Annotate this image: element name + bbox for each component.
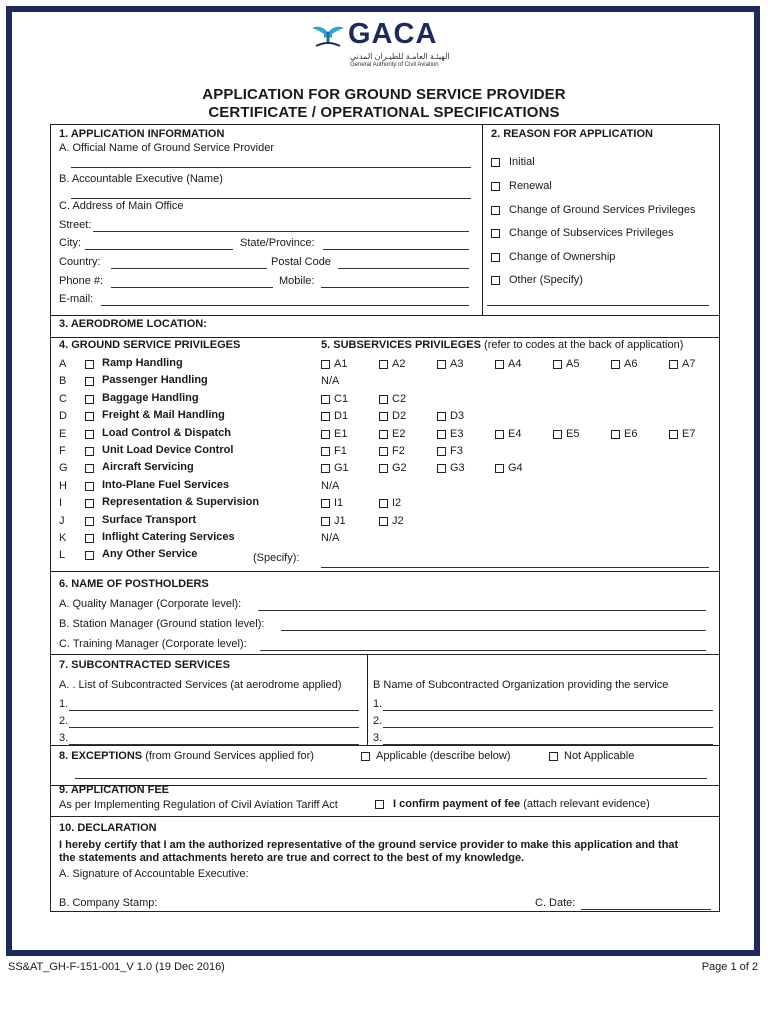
- section8-heading: 8. EXCEPTIONS: [59, 750, 143, 762]
- state-field[interactable]: [323, 249, 469, 250]
- footer-page-number: Page 1 of 2: [701, 961, 758, 973]
- station-manager-label: B. Station Manager (Ground station level):: [59, 618, 265, 630]
- state-label: State/Province:: [240, 237, 315, 249]
- subservice-checkbox[interactable]: [379, 412, 388, 421]
- divider: [367, 654, 368, 745]
- privilege-label: Passenger Handling: [102, 374, 208, 386]
- subservice-code: A5: [566, 358, 580, 370]
- email-field[interactable]: [101, 305, 469, 306]
- subcontract-b3-field[interactable]: [383, 744, 713, 745]
- subcontract-a1: 1.: [59, 698, 69, 710]
- exceptions-not-applicable-label: Not Applicable: [564, 750, 635, 762]
- subservice-checkbox[interactable]: [437, 360, 446, 369]
- subservice-code: C2: [392, 393, 407, 405]
- street-field[interactable]: [93, 231, 469, 232]
- subservice-checkbox[interactable]: [553, 430, 562, 439]
- subservice-code: D1: [334, 410, 349, 422]
- privilege-letter: H: [59, 480, 67, 492]
- subservice-checkbox[interactable]: [321, 395, 330, 404]
- divider: [51, 337, 719, 338]
- subservice-na: N/A: [321, 480, 340, 492]
- divider: [51, 816, 719, 817]
- subservice-code: E2: [392, 428, 406, 440]
- subservice-code: A2: [392, 358, 406, 370]
- subservice-checkbox[interactable]: [495, 430, 504, 439]
- privilege-letter: E: [59, 428, 67, 440]
- signature-label: A. Signature of Accountable Executive:: [59, 868, 249, 880]
- subcontract-b1-field[interactable]: [383, 710, 713, 711]
- exceptions-field[interactable]: [75, 778, 707, 779]
- privilege-label: Load Control & Dispatch: [102, 427, 231, 439]
- privilege-letter: B: [59, 375, 67, 387]
- training-manager-field[interactable]: [260, 650, 706, 651]
- postal-field[interactable]: [338, 268, 469, 269]
- country-label: Country:: [59, 256, 101, 268]
- gaca-logo: [306, 18, 464, 74]
- subservice-code: C1: [334, 393, 349, 405]
- section4-heading: 4. GROUND SERVICE PRIVILEGES: [59, 339, 241, 351]
- official-name-label: A. Official Name of Ground Service Provider: [59, 142, 274, 154]
- subcontract-a2-field[interactable]: [69, 727, 359, 728]
- subservice-code: E3: [450, 428, 464, 440]
- any-other-specify-field[interactable]: [321, 567, 709, 568]
- subservice-checkbox[interactable]: [437, 430, 446, 439]
- confirm-fee-checkbox[interactable]: [375, 800, 384, 809]
- subservice-code: I2: [392, 497, 402, 509]
- section5-note: (refer to codes at the back of application): [484, 339, 684, 351]
- subservice-checkbox[interactable]: [611, 430, 620, 439]
- privilege-letter: K: [59, 532, 67, 544]
- subcontract-b1: 1.: [373, 698, 383, 710]
- section8-note: (from Ground Services applied for): [145, 750, 314, 762]
- subservice-checkbox[interactable]: [495, 360, 504, 369]
- privilege-label: Aircraft Servicing: [102, 461, 194, 473]
- subservice-checkbox[interactable]: [437, 464, 446, 473]
- section5-title: 5. SUBSERVICES PRIVILEGES: [321, 339, 481, 351]
- reason-change-sub-checkbox[interactable]: [491, 229, 500, 238]
- reason-other-label: Other (Specify): [509, 274, 583, 286]
- subservice-code: F2: [392, 445, 405, 457]
- subcontract-org-label: B Name of Subcontracted Organization providing the service: [373, 679, 669, 691]
- confirm-fee-note: (attach relevant evidence): [523, 798, 650, 810]
- privilege-label: Freight & Mail Handling: [102, 409, 225, 421]
- subcontract-a1-field[interactable]: [69, 710, 359, 711]
- subservice-checkbox[interactable]: [321, 412, 330, 421]
- subservice-na: N/A: [321, 375, 340, 387]
- email-label: E-mail:: [59, 293, 94, 305]
- subcontract-b2: 2.: [373, 715, 383, 727]
- subservice-checkbox[interactable]: [379, 447, 388, 456]
- subservice-na: N/A: [321, 532, 340, 544]
- subcontract-a2: 2.: [59, 715, 69, 727]
- section9-heading: 9. APPLICATION FEE: [59, 784, 170, 796]
- reason-ownership-checkbox[interactable]: [491, 253, 500, 262]
- privilege-checkbox[interactable]: [85, 447, 94, 456]
- reason-change-sub-label: Change of Subservices Privileges: [509, 227, 674, 239]
- section6-heading: 6. NAME OF POSTHOLDERS: [59, 578, 209, 590]
- date-label: C. Date:: [535, 897, 576, 909]
- city-label: City:: [59, 237, 81, 249]
- date-field[interactable]: [581, 909, 711, 910]
- subservice-code: E4: [508, 428, 522, 440]
- reason-other-checkbox[interactable]: [491, 276, 500, 285]
- reason-renewal-label: Renewal: [509, 180, 552, 192]
- privilege-letter: A: [59, 358, 67, 370]
- subservice-checkbox[interactable]: [379, 499, 388, 508]
- subservice-checkbox[interactable]: [611, 360, 620, 369]
- subservice-checkbox[interactable]: [437, 412, 446, 421]
- privilege-letter: J: [59, 515, 65, 527]
- logo-english: General Authority of Civil Aviation: [350, 62, 439, 68]
- subservice-checkbox[interactable]: [669, 360, 678, 369]
- privilege-label: Any Other Service: [102, 548, 198, 560]
- fee-text: As per Implementing Regulation of Civil Aviation Tariff Act: [59, 799, 338, 811]
- phone-field[interactable]: [111, 287, 273, 288]
- privilege-letter: I: [59, 497, 63, 509]
- subservice-code: A1: [334, 358, 348, 370]
- section10-heading: 10. DECLARATION: [59, 822, 157, 834]
- privilege-checkbox[interactable]: [85, 517, 94, 526]
- subservice-code: F3: [450, 445, 463, 457]
- application-form: [50, 124, 720, 912]
- subservice-code: J1: [334, 515, 346, 527]
- exceptions-applicable-checkbox[interactable]: [361, 752, 370, 761]
- subservice-checkbox[interactable]: [379, 360, 388, 369]
- mobile-label: Mobile:: [279, 275, 315, 287]
- quality-manager-label: A. Quality Manager (Corporate level):: [59, 598, 242, 610]
- reason-ownership-label: Change of Ownership: [509, 251, 616, 263]
- subservice-code: F1: [334, 445, 347, 457]
- section1-heading: 1. APPLICATION INFORMATION: [59, 128, 225, 140]
- privilege-letter: C: [59, 393, 67, 405]
- divider: [51, 745, 719, 746]
- subcontract-a3-field[interactable]: [69, 744, 359, 745]
- privilege-label: Representation & Supervision: [102, 496, 260, 508]
- subservice-checkbox[interactable]: [321, 517, 330, 526]
- subservice-code: E7: [682, 428, 696, 440]
- subservice-code: D3: [450, 410, 465, 422]
- subcontract-b3: 3.: [373, 732, 383, 744]
- reason-initial-checkbox[interactable]: [491, 158, 500, 167]
- company-stamp-label: B. Company Stamp:: [59, 897, 158, 909]
- privilege-checkbox[interactable]: [85, 499, 94, 508]
- reason-other-field[interactable]: [487, 305, 709, 306]
- reason-change-ground-label: Change of Ground Services Privileges: [509, 204, 696, 216]
- subservice-code: G4: [508, 462, 523, 474]
- privilege-checkbox[interactable]: [85, 464, 94, 473]
- reason-change-ground-checkbox[interactable]: [491, 206, 500, 215]
- subservice-checkbox[interactable]: [321, 499, 330, 508]
- confirm-fee-label: I confirm payment of fee: [393, 798, 521, 810]
- section5-heading: [321, 339, 683, 352]
- privilege-checkbox[interactable]: [85, 430, 94, 439]
- subservice-checkbox[interactable]: [553, 360, 562, 369]
- subservice-checkbox[interactable]: [321, 430, 330, 439]
- subcontract-b2-field[interactable]: [383, 727, 713, 728]
- subservice-code: G3: [450, 462, 465, 474]
- subservice-checkbox[interactable]: [495, 464, 504, 473]
- exceptions-not-applicable-checkbox[interactable]: [549, 752, 558, 761]
- divider: [51, 571, 719, 572]
- station-manager-field[interactable]: [281, 630, 706, 631]
- privilege-label: Unit Load Device Control: [102, 444, 234, 456]
- privilege-label: Baggage Handling: [102, 392, 199, 404]
- privilege-checkbox[interactable]: [85, 534, 94, 543]
- declaration-line2: the statements and attachments hereto are true and correct to the best of my knowledge.: [59, 852, 525, 864]
- mobile-field[interactable]: [321, 287, 469, 288]
- divider: [51, 654, 719, 655]
- subservice-code: A7: [682, 358, 696, 370]
- any-other-specify: (Specify):: [253, 552, 300, 564]
- subservice-code: A6: [624, 358, 638, 370]
- subservice-checkbox[interactable]: [379, 517, 388, 526]
- privilege-checkbox[interactable]: [85, 360, 94, 369]
- privilege-checkbox[interactable]: [85, 395, 94, 404]
- logo-arabic: الهيئـة العامـة للطيـران المدني: [350, 52, 450, 61]
- phone-label: Phone #:: [59, 275, 104, 287]
- form-title: APPLICATION FOR GROUND SERVICE PROVIDER: [202, 86, 566, 103]
- subservice-code: E6: [624, 428, 638, 440]
- privilege-letter: L: [59, 549, 66, 561]
- subcontract-a3: 3.: [59, 732, 69, 744]
- street-label: Street:: [59, 219, 92, 231]
- quality-manager-field[interactable]: [258, 610, 706, 611]
- subcontract-list-label: A. . List of Subcontracted Services (at aerodrome applied): [59, 679, 342, 691]
- palm-swords-icon: [310, 22, 346, 50]
- privilege-checkbox[interactable]: [85, 482, 94, 491]
- privilege-label: Into-Plane Fuel Services: [102, 479, 230, 491]
- privilege-checkbox[interactable]: [85, 377, 94, 386]
- subservice-checkbox[interactable]: [379, 464, 388, 473]
- accountable-exec-field[interactable]: [71, 198, 471, 199]
- postal-label: Postal Code: [271, 256, 331, 268]
- logo-name: GACA: [348, 18, 438, 50]
- subservice-checkbox[interactable]: [321, 360, 330, 369]
- subservice-code: A4: [508, 358, 522, 370]
- subservice-checkbox[interactable]: [437, 447, 446, 456]
- training-manager-label: C. Training Manager (Corporate level):: [59, 638, 247, 650]
- privilege-label: Ramp Handling: [102, 357, 183, 369]
- privilege-checkbox[interactable]: [85, 551, 94, 560]
- form-subtitle: CERTIFICATE / OPERATIONAL SPECIFICATIONS: [208, 104, 560, 121]
- subservice-checkbox[interactable]: [321, 464, 330, 473]
- country-field[interactable]: [111, 268, 267, 269]
- address-label: C. Address of Main Office: [59, 200, 184, 212]
- divider: [482, 125, 483, 315]
- subservice-code: A3: [450, 358, 464, 370]
- accountable-exec-label: B. Accountable Executive (Name): [59, 173, 223, 185]
- subservice-code: E1: [334, 428, 348, 440]
- subservice-code: D2: [392, 410, 407, 422]
- official-name-field[interactable]: [71, 167, 471, 168]
- subservice-checkbox[interactable]: [669, 430, 678, 439]
- subservice-code: G2: [392, 462, 407, 474]
- reason-initial-label: Initial: [509, 156, 535, 168]
- subservice-code: E5: [566, 428, 580, 440]
- confirm-fee-row: [393, 798, 650, 811]
- subservice-code: J2: [392, 515, 404, 527]
- subservice-code: G1: [334, 462, 349, 474]
- divider: [51, 315, 719, 316]
- section8-heading-row: [59, 750, 314, 763]
- section2-heading: 2. REASON FOR APPLICATION: [491, 128, 653, 140]
- privilege-letter: G: [59, 462, 68, 474]
- city-field[interactable]: [85, 249, 233, 250]
- privilege-label: Inflight Catering Services: [102, 531, 235, 543]
- subservice-code: I1: [334, 497, 344, 509]
- section7-heading: 7. SUBCONTRACTED SERVICES: [59, 659, 230, 671]
- privilege-letter: D: [59, 410, 67, 422]
- footer-doc-code: SS&AT_GH-F-151-001_V 1.0 (19 Dec 2016): [8, 961, 225, 973]
- subservice-checkbox[interactable]: [379, 395, 388, 404]
- section3-heading: 3. AERODROME LOCATION:: [59, 318, 207, 330]
- privilege-checkbox[interactable]: [85, 412, 94, 421]
- declaration-line1: I hereby certify that I am the authorized representative of the ground service provider to make this application and that: [59, 839, 679, 851]
- exceptions-applicable-label: Applicable (describe below): [376, 750, 511, 762]
- reason-renewal-checkbox[interactable]: [491, 182, 500, 191]
- subservice-checkbox[interactable]: [379, 430, 388, 439]
- privilege-letter: F: [59, 445, 66, 457]
- privilege-label: Surface Transport: [102, 514, 197, 526]
- subservice-checkbox[interactable]: [321, 447, 330, 456]
